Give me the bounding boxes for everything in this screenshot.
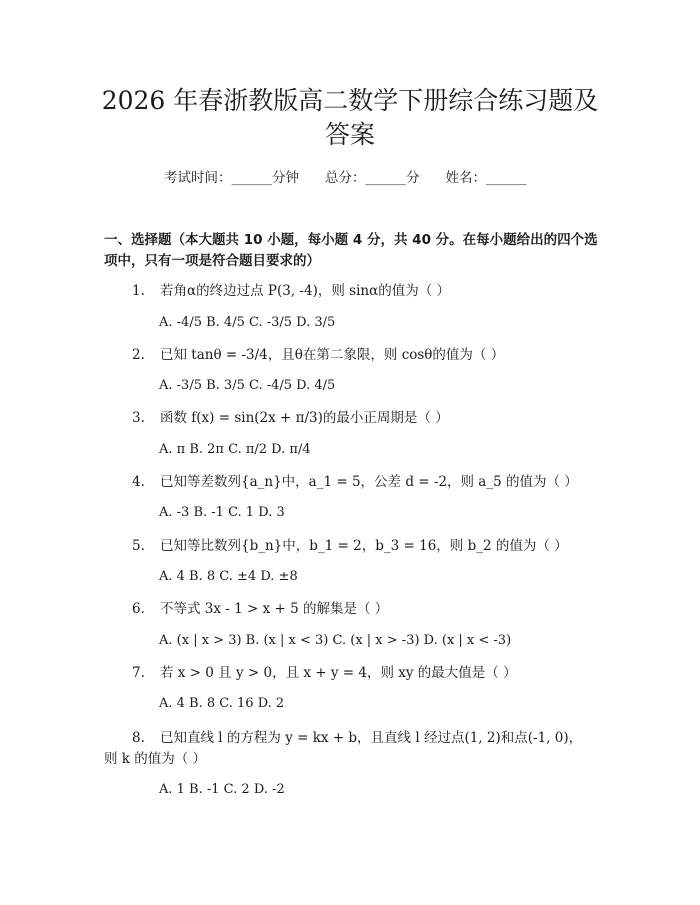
- question-number: 6.: [132, 601, 145, 617]
- question-text: 若角α的终边过点 P(3, -4)，则 sinα的值为（ ）: [160, 283, 450, 299]
- question-1-options: A. -4/5 B. 4/5 C. -3/5 D. 3/5: [159, 315, 336, 330]
- question-2-options: A. -3/5 B. 3/5 C. -4/5 D. 4/5: [159, 378, 336, 393]
- question-number: 3.: [132, 410, 145, 426]
- question-5-options: A. 4 B. 8 C. ±4 D. ±8: [159, 569, 298, 584]
- question-text: 已知直线 l 的方程为 y = kx + b，且直线 l 经过点(1, 2)和点(-1, 0)，: [160, 730, 583, 746]
- question-7-options: A. 4 B. 8 C. 16 D. 2: [159, 696, 285, 711]
- exam-time-field: 考试时间：______分钟: [164, 170, 299, 186]
- question-text: 不等式 3x - 1 > x + 5 的解集是（ ）: [160, 601, 389, 617]
- question-number: 2.: [132, 347, 145, 363]
- question-8-continuation: 则 k 的值为（ ）: [104, 751, 207, 767]
- exam-name-field: 姓名：______: [445, 170, 527, 186]
- question-6: [132, 600, 602, 618]
- exam-score-field: 总分：______分: [325, 170, 420, 186]
- question-text: 已知 tanθ = -3/4，且θ在第二象限，则 cosθ的值为（ ）: [160, 347, 505, 363]
- question-number: 1.: [132, 283, 145, 299]
- question-text: 已知等差数列{a_n}中，a_1 = 5，公差 d = -2，则 a_5 的值为（ ）: [160, 474, 578, 490]
- section-heading-line-1: 一、选择题（本大题共 10 小题，每小题 4 分，共 40 分。在每小题给出的四个选: [104, 232, 598, 248]
- question-3-options: A. π B. 2π C. π/2 D. π/4: [159, 442, 311, 457]
- question-8-options: A. 1 B. -1 C. 2 D. -2: [159, 782, 285, 797]
- question-text: 已知等比数列{b_n}中，b_1 = 2，b_3 = 16，则 b_2 的值为（ ）: [160, 538, 568, 554]
- question-text: 函数 f(x) = sin(2x + π/3)的最小正周期是（ ）: [160, 410, 449, 426]
- question-8: [132, 729, 612, 747]
- question-4: [132, 473, 602, 491]
- document-title-line-1: 2026 年春浙教版高二数学下册综合练习题及: [101, 86, 599, 115]
- question-3: [132, 409, 602, 427]
- question-2: [132, 346, 602, 364]
- question-5: [132, 537, 602, 555]
- question-6-options: A. (x | x > 3) B. (x | x < 3) C. (x | x > -3) D. (x | x < -3): [159, 633, 512, 648]
- question-4-options: A. -3 B. -1 C. 1 D. 3: [159, 505, 285, 520]
- section-heading-line-2: 项中，只有一项是符合题目要求的）: [104, 253, 320, 269]
- exam-info: [164, 169, 584, 187]
- question-number: 8.: [132, 730, 145, 746]
- question-number: 7.: [132, 665, 145, 681]
- question-text: 若 x > 0 且 y > 0，且 x + y = 4，则 xy 的最大值是（ ）: [160, 665, 517, 681]
- question-number: 4.: [132, 474, 145, 490]
- question-number: 5.: [132, 538, 145, 554]
- question-1: [132, 282, 602, 300]
- document-title-line-2: 答案: [324, 120, 375, 149]
- question-7: [132, 664, 602, 682]
